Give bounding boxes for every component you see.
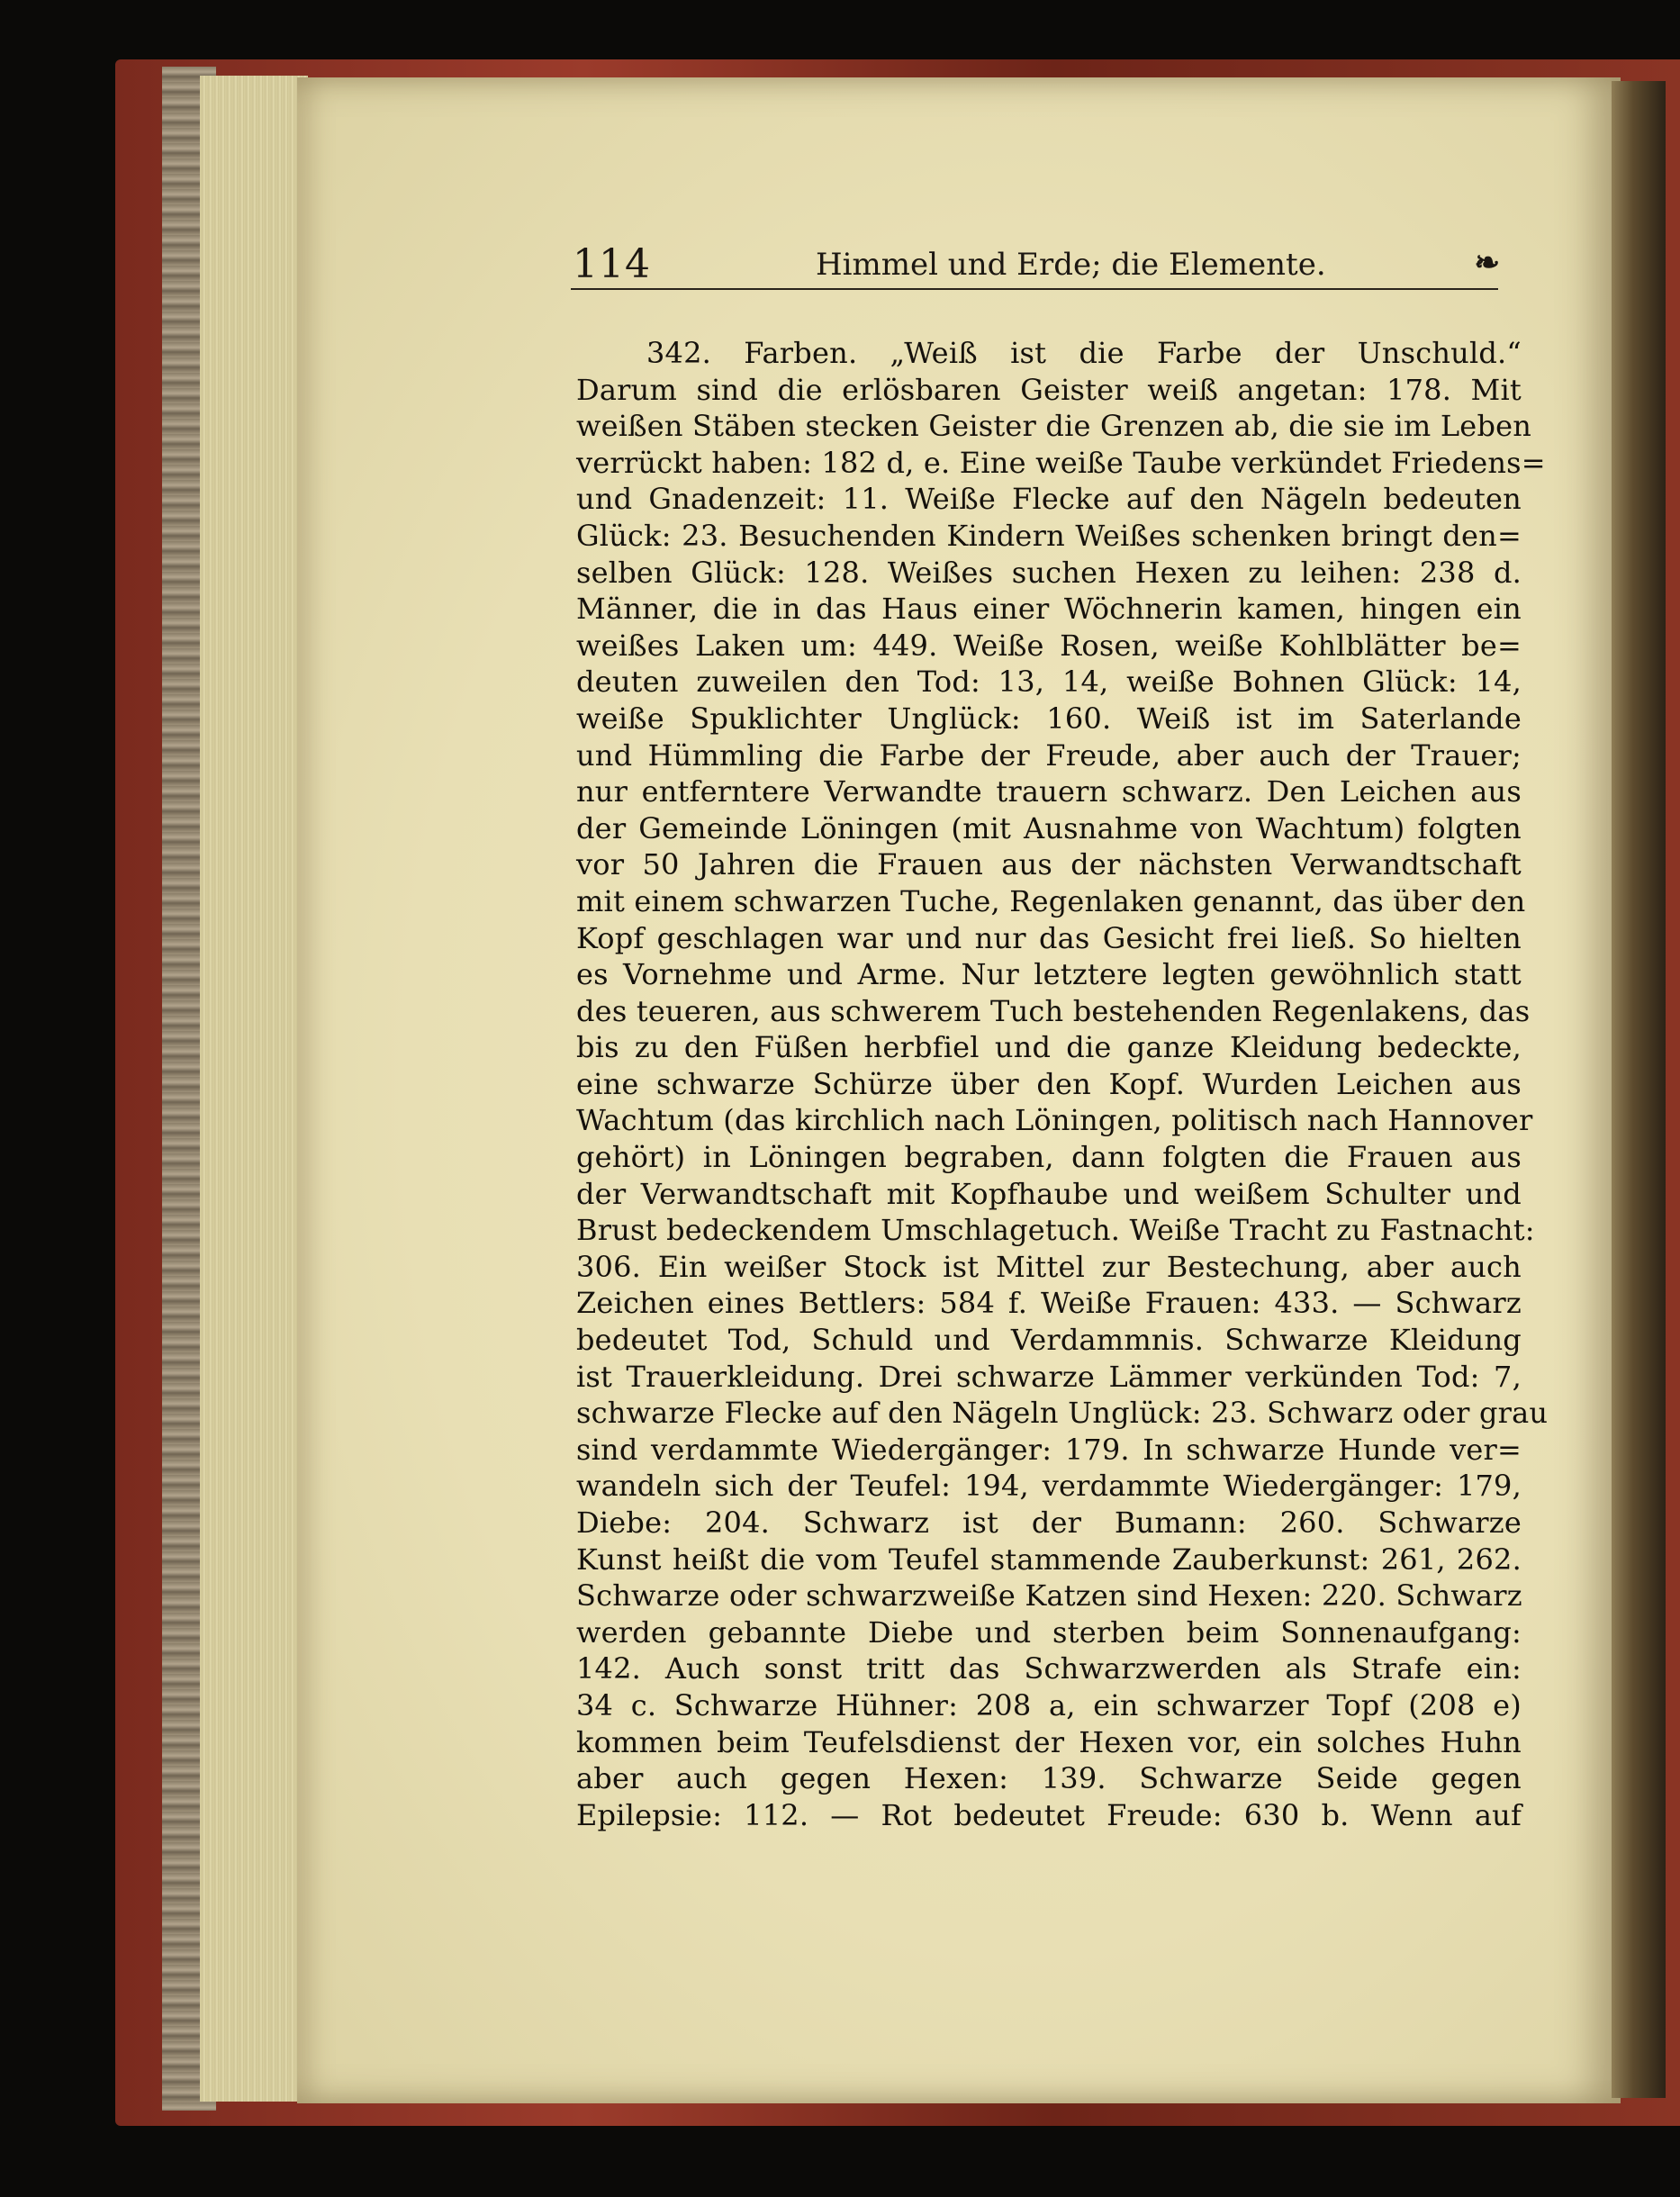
text-line: aber auch gegen Hexen: 139. Schwarze Seide gegen — [576, 1761, 1522, 1796]
text-line: 342. Farben. „Weiß ist die Farbe der Unschuld.“ — [646, 336, 1522, 370]
page-number: 114 — [573, 241, 651, 287]
ornament-icon: ❧ — [1474, 245, 1500, 281]
text-line: des teueren, aus schwerem Tuch bestehenden Regenlakens, das — [576, 993, 1531, 1028]
text-line: mit einem schwarzen Tuche, Regenlaken genannt, das über den — [576, 883, 1526, 918]
text-line: sind verdammte Wiedergänger: 179. In schwarze Hunde ver= — [576, 1432, 1522, 1467]
text-line: kommen beim Teufelsdienst der Hexen vor, ein solches Huhn — [576, 1724, 1522, 1759]
text-line: und Gnadenzeit: 11. Weiße Flecke auf den Nägeln bedeuten — [576, 482, 1522, 517]
text-line: und Hümmling die Farbe der Freude, aber auch der Trauer; — [576, 737, 1522, 773]
text-line: gehört) in Löningen begraben, dann folgten die Frauen aus — [576, 1140, 1522, 1175]
page-header — [573, 241, 1500, 295]
text-line: der Gemeinde Löningen (mit Ausnahme von Wachtum) folgten — [576, 810, 1522, 845]
text-line: wandeln sich der Teufel: 194, verdammte Wiedergänger: 179, — [576, 1469, 1522, 1504]
text-line: Epilepsie: 112. — Rot bedeutet Freude: 630 b. Wenn auf — [576, 1797, 1522, 1832]
text-line: verrückt haben: 182 d, e. Eine weiße Taube verkündet Friedens= — [576, 445, 1546, 480]
text-line: weißes Laken um: 449. Weiße Rosen, weiße Kohlblätter be= — [576, 628, 1522, 663]
text-line: weißen Stäben stecken Geister die Grenzen ab, die sie im Leben — [576, 409, 1532, 444]
text-line: Darum sind die erlösbaren Geister weiß angetan: 178. Mit — [576, 372, 1522, 407]
text-line: 34 c. Schwarze Hühner: 208 a, ein schwarzer Topf (208 e) — [576, 1687, 1522, 1722]
running-title: Himmel und Erde; die Elemente. — [816, 247, 1326, 283]
text-line: nur entferntere Verwandte trauern schwarz. Den Leichen aus — [576, 774, 1522, 809]
text-line: vor 50 Jahren die Frauen aus der nächsten Verwandtschaft — [576, 847, 1522, 882]
text-line: deuten zuweilen den Tod: 13, 14, weiße Bohnen Glück: 14, — [576, 665, 1522, 700]
text-line: es Vornehme und Arme. Nur letztere legten gewöhnlich statt — [576, 957, 1522, 992]
text-line: Kopf geschlagen war und nur das Gesicht frei ließ. So hielten — [576, 920, 1522, 955]
text-line: Zeichen eines Bettlers: 584 f. Weiße Frauen: 433. — Schwarz — [576, 1286, 1522, 1321]
text-line: eine schwarze Schürze über den Kopf. Wurden Leichen aus — [576, 1066, 1522, 1101]
text-line: weiße Spuklichter Unglück: 160. Weiß ist im Saterlande — [576, 701, 1522, 736]
header-rule — [571, 288, 1498, 290]
text-line: der Verwandtschaft mit Kopfhaube und weißem Schulter und — [576, 1176, 1522, 1211]
text-line: 142. Auch sonst tritt das Schwarzwerden als Strafe ein: — [576, 1651, 1522, 1686]
text-line: werden gebannte Diebe und sterben beim Sonnenaufgang: — [576, 1614, 1522, 1650]
page-stack-edges — [200, 76, 308, 2102]
text-line: Brust bedeckendem Umschlagetuch. Weiße Tracht zu Fastnacht: — [576, 1213, 1535, 1248]
text-line: selben Glück: 128. Weißes suchen Hexen zu leihen: 238 d. — [576, 555, 1522, 590]
text-line: Männer, die in das Haus einer Wöchnerin kamen, hingen ein — [576, 592, 1522, 627]
text-line: schwarze Flecke auf den Nägeln Unglück: 23. Schwarz oder grau — [576, 1396, 1549, 1431]
body-text — [576, 335, 1549, 1833]
text-line: 306. Ein weißer Stock ist Mittel zur Bestechung, aber auch — [576, 1249, 1522, 1284]
text-line: Diebe: 204. Schwarz ist der Bumann: 260. Schwarze — [576, 1505, 1522, 1540]
page-gutter — [1612, 81, 1666, 2098]
text-line: ist Trauerkleidung. Drei schwarze Lämmer verkünden Tod: 7, — [576, 1359, 1522, 1394]
text-line: bis zu den Füßen herbfiel und die ganze Kleidung bedeckte, — [576, 1030, 1522, 1065]
text-line: Glück: 23. Besuchenden Kindern Weißes schenken bringt den= — [576, 518, 1522, 553]
text-line: Kunst heißt die vom Teufel stammende Zauberkunst: 261, 262. — [576, 1542, 1522, 1577]
text-line: bedeutet Tod, Schuld und Verdammnis. Schwarze Kleidung — [576, 1323, 1522, 1358]
text-line: Wachtum (das kirchlich nach Löningen, politisch nach Hannover — [576, 1103, 1533, 1138]
text-line: Schwarze oder schwarzweiße Katzen sind Hexen: 220. Schwarz — [576, 1578, 1522, 1614]
